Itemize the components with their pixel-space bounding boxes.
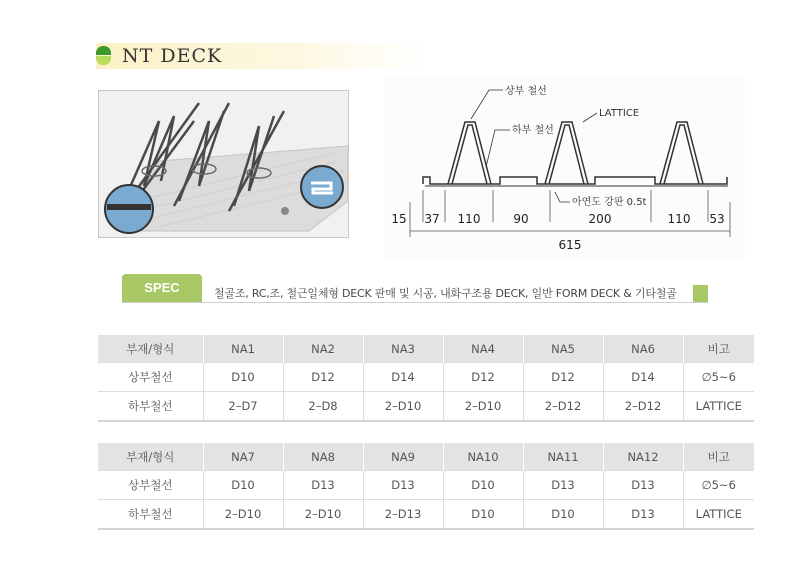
table-cell: 상부철선 [98,471,203,500]
table-header-cell: NA3 [363,335,443,363]
table-header-cell: NA1 [203,335,283,363]
table-header-cell: 부재/형식 [98,443,203,471]
table-cell: 2–D7 [203,392,283,422]
table-cell: 2–D10 [283,500,363,530]
table-header-cell: 부재/형식 [98,335,203,363]
table-cell: D12 [443,363,523,392]
dim-label: 37 [424,212,440,226]
table-cell: D14 [603,363,683,392]
table-cell: D13 [603,500,683,530]
table-cell: D10 [523,500,603,530]
table-header-cell: NA9 [363,443,443,471]
title-bullet-icon [96,46,111,65]
table-cell: D13 [523,471,603,500]
table-cell: 2–D13 [363,500,443,530]
dim-total-label: 615 [558,238,582,252]
table-cell: 2–D12 [603,392,683,422]
table-cell: 상부철선 [98,363,203,392]
spec-table-1 [98,335,754,422]
lower-rebar-label: 하부 철선 [512,125,554,136]
table-header-cell: NA8 [283,443,363,471]
spec-table-2 [98,443,754,530]
dim-label: 200 [588,212,612,226]
table-cell: ∅5~6 [683,471,754,500]
table-cell: 하부철선 [98,500,203,530]
table-cell: D10 [203,471,283,500]
table-row [98,500,754,530]
dim-label: 110 [667,212,691,226]
table-header-cell: NA11 [523,443,603,471]
table-row [98,392,754,422]
product-photo [98,90,349,238]
table-header-cell: NA12 [603,443,683,471]
dim-label: 15 [391,212,407,226]
table-cell: D14 [363,363,443,392]
table-header-cell: NA7 [203,443,283,471]
table-cell: D12 [283,363,363,392]
table-cell: D10 [443,500,523,530]
table-header-cell: 비고 [683,335,754,363]
table-header-cell: NA10 [443,443,523,471]
dim-label: 90 [513,212,529,226]
table-cell: D13 [363,471,443,500]
deck-section-diagram [385,77,745,260]
table-cell: LATTICE [683,500,754,530]
table-cell: 하부철선 [98,392,203,422]
table-cell: 2–D10 [443,392,523,422]
dim-label: 53 [709,212,725,226]
dim-label: 110 [457,212,481,226]
table-cell: 2–D10 [363,392,443,422]
spec-bar-end [693,285,708,302]
table-cell: ∅5~6 [683,363,754,392]
table-header-cell: NA5 [523,335,603,363]
table-header-cell: NA2 [283,335,363,363]
table-cell: D12 [523,363,603,392]
table-cell: 2–D12 [523,392,603,422]
steel-plate-label: 아연도 강판 0.5t [572,197,647,208]
table-row [98,471,754,500]
lattice-label: LATTICE [599,108,640,119]
table-cell: D13 [283,471,363,500]
table-cell: D10 [203,363,283,392]
spec-tab: SPEC [122,274,202,302]
table-header-cell: NA4 [443,335,523,363]
table-cell: LATTICE [683,392,754,422]
table-header-cell: 비고 [683,443,754,471]
spec-description: 철골조, RC,조, 철근일체형 DECK 판매 및 시공, 내화구조용 DECK, 일반 FORM DECK & 기타철골 [214,287,677,300]
table-header-cell: NA6 [603,335,683,363]
table-cell: 2–D10 [203,500,283,530]
table-cell: D13 [603,471,683,500]
table-row [98,363,754,392]
upper-rebar-label: 상부 철선 [505,86,547,97]
table-cell: D10 [443,471,523,500]
table-cell: 2–D8 [283,392,363,422]
page-title: NT DECK [122,45,223,67]
